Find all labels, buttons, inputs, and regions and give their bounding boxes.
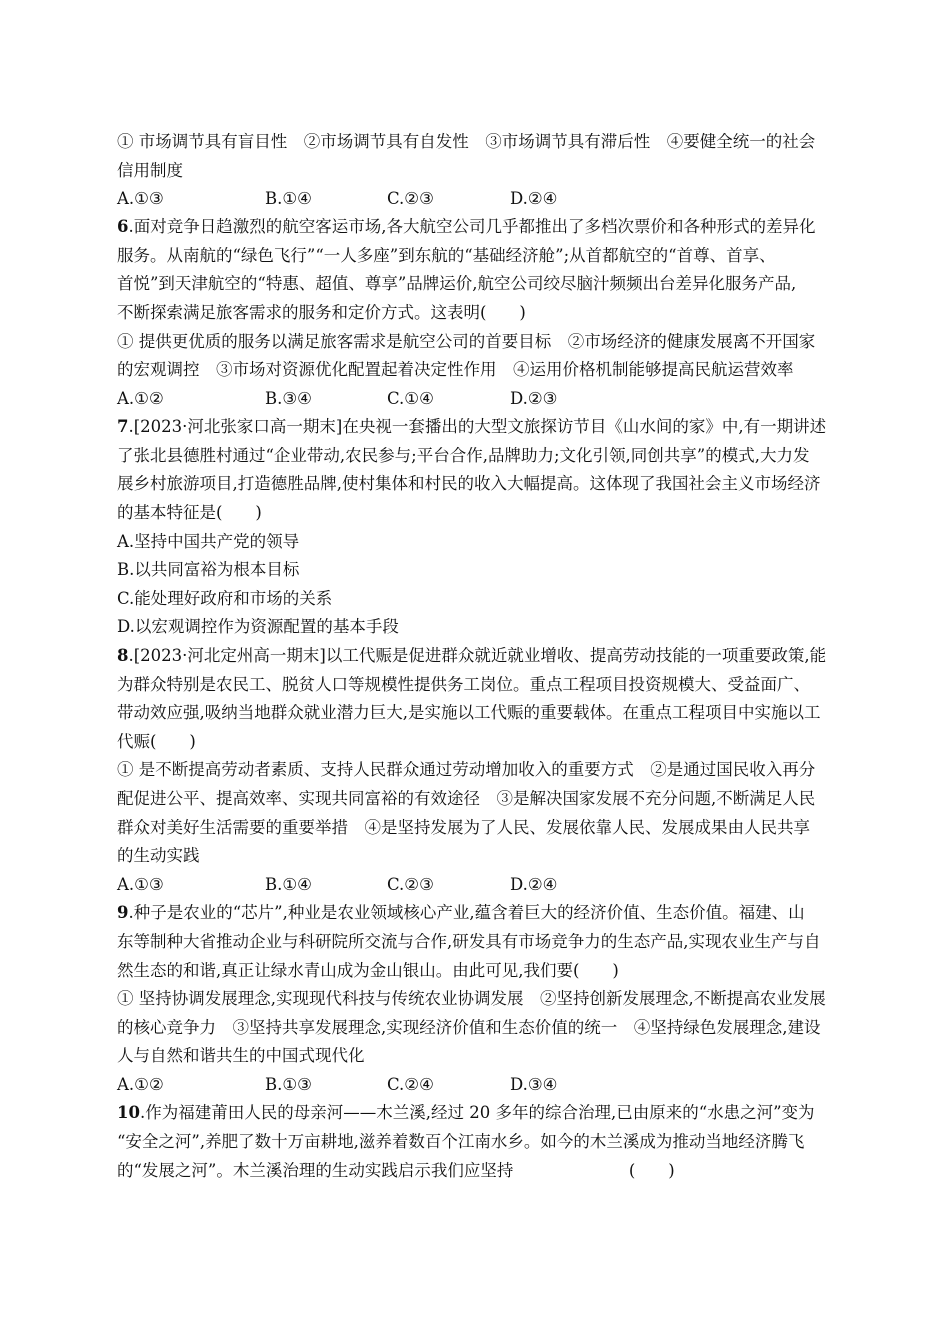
q6-option-b[interactable]: B.③④ bbox=[265, 389, 312, 408]
q6-stem-line: 不断探索满足旅客需求的服务和定价方式。这表明( ) bbox=[117, 303, 526, 322]
q9-options bbox=[117, 1074, 817, 1096]
q10-number: 10 bbox=[117, 1103, 140, 1122]
q9-option-a[interactable]: A.①② bbox=[117, 1075, 164, 1094]
q9-stem-line: 9.种子是农业的“芯片”,种业是农业领域核心产业,蕴含着巨大的经济价值、生态价值。福建、山 bbox=[117, 903, 805, 922]
q6-option-a[interactable]: A.①② bbox=[117, 389, 164, 408]
q8-statement-line: 配促进公平、提高效率、实现共同富裕的有效途径 ③是解决国家发展不充分问题,不断满足人民 bbox=[117, 789, 816, 808]
q8-option-a[interactable]: A.①③ bbox=[117, 875, 164, 894]
q8-option-c[interactable]: C.②③ bbox=[387, 875, 434, 894]
q6-stem-line: 首悦”到天津航空的“特惠、超值、尊享”品牌运价,航空公司绞尽脑汁频频出台差异化服务产品, bbox=[117, 274, 797, 293]
q10-stem-line: “安全之河”,养肥了数十万亩耕地,滋养着数百个江南水乡。如今的木兰溪成为推动当地经济腾飞 bbox=[117, 1132, 805, 1151]
q8-option-b[interactable]: B.①④ bbox=[265, 875, 312, 894]
q5-statement-line: ① 市场调节具有盲目性 ②市场调节具有自发性 ③市场调节具有滞后性 ④要健全统一的社会 bbox=[117, 132, 816, 151]
q8-stem-line: 代赈( ) bbox=[117, 732, 196, 751]
q9-statement-line: 人与自然和谐共生的中国式现代化 bbox=[117, 1046, 365, 1065]
q10-stem-line: 10.作为福建莆田人民的母亲河——木兰溪,经过 20 多年的综合治理,已由原来的“水患之河”变为 bbox=[117, 1103, 815, 1122]
q5-statement-line: 信用制度 bbox=[117, 161, 183, 180]
q8-stem-line: 为群众特别是农民工、脱贫人口等规模性提供务工岗位。重点工程项目投资规模大、受益面广、 bbox=[117, 675, 810, 694]
q7-stem-line: 了张北县德胜村通过“企业带动,农民参与;平台合作,品牌助力;文化引领,同创共享”的模式,大力发 bbox=[117, 446, 810, 465]
q7-option-a[interactable]: A.坚持中国共产党的领导 bbox=[117, 532, 300, 551]
q9-option-d[interactable]: D.③④ bbox=[510, 1075, 558, 1094]
q9-statement-line: 的核心竞争力 ③坚持共享发展理念,实现经济价值和生态价值的统一 ④坚持绿色发展理念,建设 bbox=[117, 1018, 821, 1037]
q6-statement-line: 的宏观调控 ③市场对资源优化配置起着决定性作用 ④运用价格机制能够提高民航运营效率 bbox=[117, 360, 794, 379]
q9-stem-line: 然生态的和谐,真正让绿水青山成为金山银山。由此可见,我们要( ) bbox=[117, 961, 619, 980]
q9-number: 9 bbox=[117, 903, 129, 922]
q6-number: 6 bbox=[117, 217, 129, 236]
q5-option-c[interactable]: C.②③ bbox=[387, 189, 434, 208]
q8-options bbox=[117, 874, 817, 896]
q8-stem-line: 带动效应强,吸纳当地群众就业潜力巨大,是实施以工代赈的重要载体。在重点工程项目中实施以工 bbox=[117, 703, 821, 722]
q6-option-d[interactable]: D.②③ bbox=[510, 389, 558, 408]
q9-option-c[interactable]: C.②④ bbox=[387, 1075, 434, 1094]
q7-stem-line: 7.[2023·河北张家口高一期末]在央视一套播出的大型文旅探访节目《山水间的家》中,有一期讲述 bbox=[117, 417, 827, 436]
q8-stem-line: 8.[2023·河北定州高一期末]以工代赈是促进群众就近就业增收、提高劳动技能的一项重要政策,能 bbox=[117, 646, 827, 665]
q6-stem-line: 6.面对竞争日趋激烈的航空客运市场,各大航空公司几乎都推出了多档次票价和各种形式的差异化 bbox=[117, 217, 816, 236]
q7-option-d[interactable]: D.以宏观调控作为资源配置的基本手段 bbox=[117, 617, 399, 636]
q9-option-b[interactable]: B.①③ bbox=[265, 1075, 312, 1094]
q10-stem-line: 的“发展之河”。木兰溪治理的生动实践启示我们应坚持 ( ) bbox=[117, 1161, 675, 1180]
q8-option-d[interactable]: D.②④ bbox=[510, 875, 558, 894]
q8-statement-line: 群众对美好生活需要的重要举措 ④是坚持发展为了人民、发展依靠人民、发展成果由人民共享 bbox=[117, 818, 810, 837]
q9-stem-line: 东等制种大省推动企业与科研院所交流与合作,研发具有市场竞争力的生态产品,实现农业生产与自 bbox=[117, 932, 821, 951]
q6-stem-line: 服务。从南航的“绿色飞行”“一人多座”到东航的“基础经济舱”;从首都航空的“首尊、首享、 bbox=[117, 246, 776, 265]
q7-stem-line: 展乡村旅游项目,打造德胜品牌,使村集体和村民的收入大幅提高。这体现了我国社会主义市场经济 bbox=[117, 474, 821, 493]
q5-option-b[interactable]: B.①④ bbox=[265, 189, 312, 208]
q7-stem-line: 的基本特征是( ) bbox=[117, 503, 262, 522]
q8-statement-line: 的生动实践 bbox=[117, 846, 200, 865]
q7-option-c[interactable]: C.能处理好政府和市场的关系 bbox=[117, 589, 333, 608]
q7-number: 7 bbox=[117, 417, 129, 436]
q5-option-a[interactable]: A.①③ bbox=[117, 189, 164, 208]
q6-statement-line: ① 提供更优质的服务以满足旅客需求是航空公司的首要目标 ②市场经济的健康发展离不开国家 bbox=[117, 332, 816, 351]
q8-number: 8 bbox=[117, 646, 129, 665]
q6-option-c[interactable]: C.①④ bbox=[387, 389, 434, 408]
q8-statement-line: ① 是不断提高劳动者素质、支持人民群众通过劳动增加收入的重要方式 ②是通过国民收入再分 bbox=[117, 760, 816, 779]
q5-options bbox=[117, 188, 817, 210]
q6-options bbox=[117, 388, 817, 410]
q5-option-d[interactable]: D.②④ bbox=[510, 189, 558, 208]
q7-option-b[interactable]: B.以共同富裕为根本目标 bbox=[117, 560, 300, 579]
q9-statement-line: ① 坚持协调发展理念,实现现代科技与传统农业协调发展 ②坚持创新发展理念,不断提高农业发展 bbox=[117, 989, 826, 1008]
